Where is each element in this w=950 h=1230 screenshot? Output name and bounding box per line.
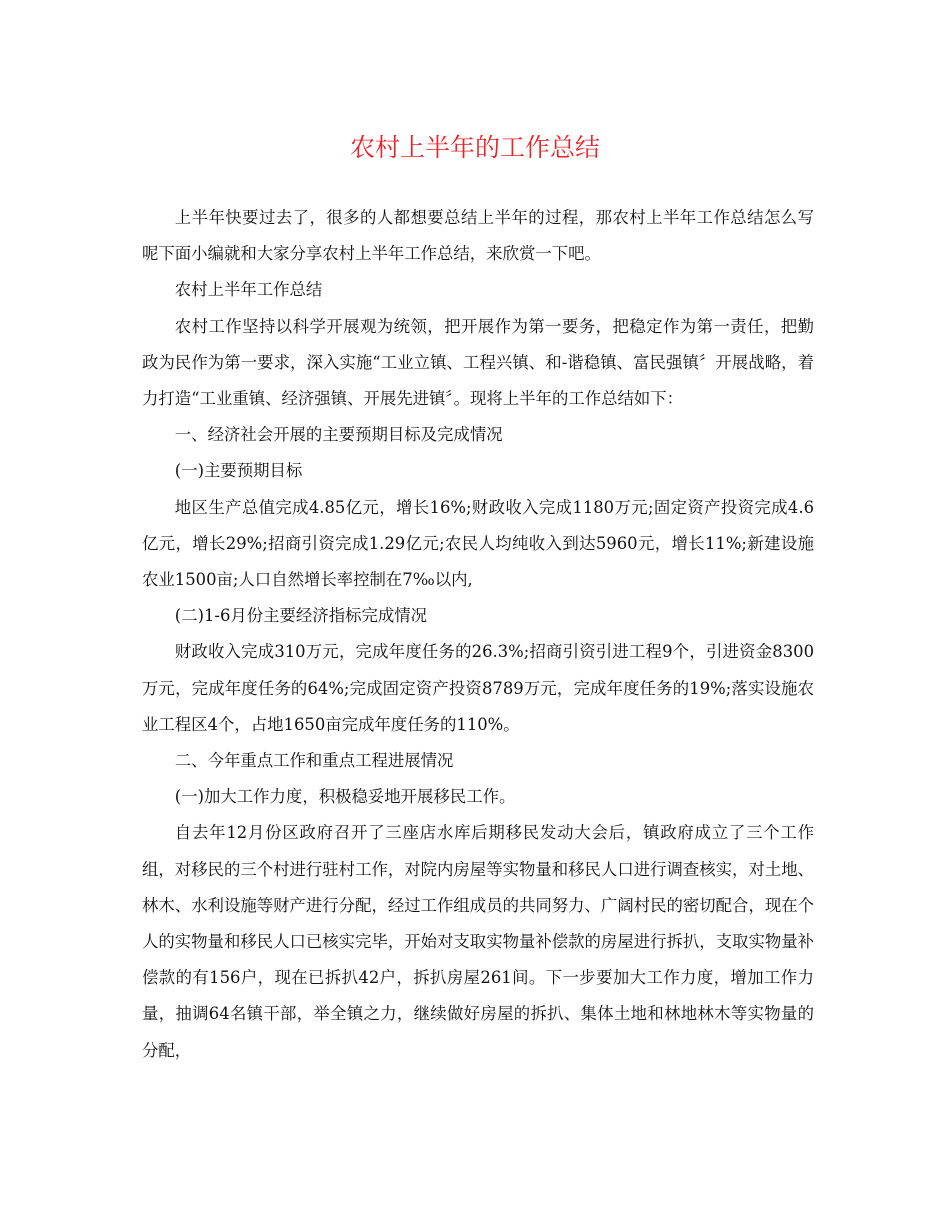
document-body	[142, 200, 814, 1069]
paragraph-intro: 上半年快要过去了，很多的人都想要总结上半年的过程，那农村上半年工作总结怎么写呢下面小编就和大家分享农村上半年工作总结，来欣赏一下吧。	[142, 208, 814, 264]
section-heading-2: 二、今年重点工作和重点工程进展情况	[174, 751, 454, 771]
document-title: 农村上半年的工作总结	[349, 133, 600, 162]
paragraph-targets: 地区生产总值完成4.85亿元，增长16%;财政收入完成1180万元;固定资产投资完成4.6亿元，增长29%;招商引资完成1.29亿元;农民人均纯收入到达5960元，增长11%;新建设施农业1500亩;人口自然增长率控制在7‰以内,	[142, 497, 814, 590]
section-heading-1: 一、经济社会开展的主要预期目标及完成情况	[174, 425, 503, 445]
paragraph-overview: 农村工作坚持以科学开展观为统领，把开展作为第一要务，把稳定作为第一责任，把勤政为民作为第一要求，深入实施“工业立镇、工程兴镇、和-谐稳镇、富民强镇〞开展战略，着力打造“工业重镇、经济强镇、开展先进镇〞。现将上半年的工作总结如下：	[142, 316, 814, 409]
paragraph-migration: 自去年12月份区政府召开了三座店水库后期移民发动大会后，镇政府成立了三个工作组，对移民的三个村进行驻村工作，对院内房屋等实物量和移民人口进行调查核实，对土地、林木、水利设施等财产进行分配，经过工作组成员的共同努力、广阔村民的密切配合，现在个人的实物量和移民人口已核实完毕，开始对支取实物量补偿款的房屋进行拆扒，支取实物量补偿款的有156户，现在已拆扒42户，拆扒房屋261间。下一步要加大工作力度，增加工作力量，抽调64名镇干部，举全镇之力，继续做好房屋的拆扒、集体土地和林地林木等实物量的分配，	[142, 823, 815, 1060]
paragraph-subtitle: 农村上半年工作总结	[174, 280, 323, 300]
subsection-heading-1-1: (一)主要预期目标	[174, 461, 303, 481]
subsection-heading-1-2: (二)1-6月份主要经济指标完成情况	[174, 606, 428, 626]
paragraph-indicators: 财政收入完成310万元，完成年度任务的26.3%;招商引资引进工程9个，引进资金8300万元，完成年度任务的64%;完成固定资产投资8789万元，完成年度任务的19%;落实设施农业工程区4个，占地1650亩完成年度任务的110%。	[142, 642, 814, 734]
subsection-heading-2-1: (一)加大工作力度，积极稳妥地开展移民工作。	[174, 787, 516, 807]
